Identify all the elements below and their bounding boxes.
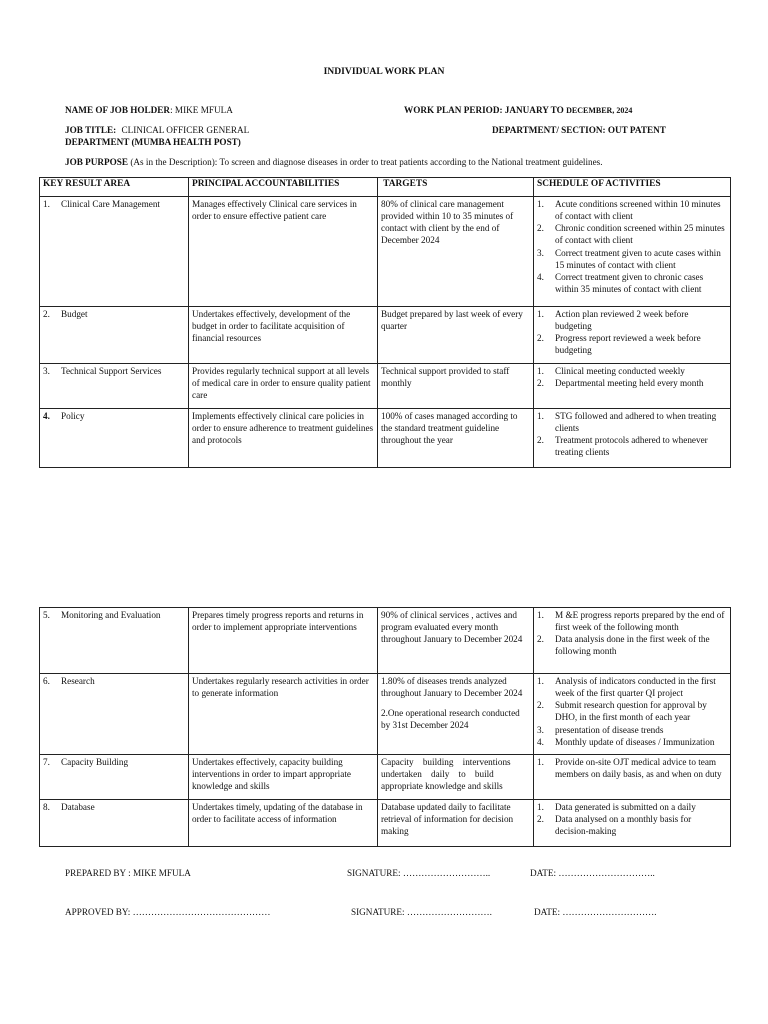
table-row: [40, 608, 731, 674]
job-holder-line: [65, 104, 233, 116]
target-cell: 90% of clinical services , actives and program evaluated every month throughout January to December 2024: [378, 608, 534, 674]
table-row: [40, 364, 731, 409]
signature-field-prepared: SIGNATURE: ………………………..: [347, 868, 491, 878]
kra-number: 6.: [43, 676, 50, 686]
work-plan-table-page-2: [39, 607, 731, 847]
column-header: TARGETS: [378, 178, 534, 197]
activity-item: 4. Correct treatment given to chronic cases within 35 minutes of contact with client: [537, 271, 704, 294]
target-cell: Capacity building interventions undertaken daily to build appropriate knowledge and skills: [378, 755, 534, 800]
kra-label: Technical Support Services: [61, 366, 162, 376]
activity-item: 1. M &E progress reports prepared by the end of first week of the following month: [537, 610, 725, 633]
kra-label: Policy: [61, 411, 85, 421]
kra-number: 4.: [43, 411, 50, 421]
job-holder-value: : MIKE MFULA: [170, 105, 233, 115]
table-row: [40, 409, 731, 468]
column-header: SCHEDULE OF ACTIVITIES: [534, 178, 731, 197]
period-label: WORK PLAN PERIOD: JANUARY TO: [404, 105, 567, 115]
work-plan-period: [404, 104, 632, 117]
table-header-row: [40, 178, 731, 197]
department: DEPARTMENT (MUMBA HEALTH POST): [65, 137, 241, 147]
target-cell: Technical support provided to staff monthly: [378, 364, 534, 409]
table-row: [40, 307, 731, 364]
activity-item: 2. Chronic condition screened within 25 minutes of contact with client: [537, 223, 725, 246]
job-holder-label: NAME OF JOB HOLDER: [65, 105, 171, 115]
activity-item: 2. Data analysed on a monthly basis for decision-making: [537, 814, 692, 837]
prepared-by: PREPARED BY : MIKE MFULA: [65, 868, 191, 878]
target-cell: 80% of clinical care management provided within 10 to 35 minutes of contact with client by the end of December 2024: [378, 197, 534, 307]
kra-number: 8.: [43, 802, 50, 812]
table-row: [40, 674, 731, 755]
activity-item: 2. Departmental meeting held every month: [537, 378, 704, 389]
kra-label: Monitoring and Evaluation: [61, 610, 161, 620]
work-plan-table-page-1: [39, 177, 731, 468]
activity-item: 1. Analysis of indicators conducted in the first week of the first quarter QI project: [537, 676, 716, 699]
date-field-approved: DATE: ………………………….: [534, 907, 657, 917]
column-header: PRINCIPAL ACCOUNTABILITIES: [189, 178, 378, 197]
kra-label: Database: [61, 802, 95, 812]
target-cell: [378, 674, 534, 755]
document-title: INDIVIDUAL WORK PLAN: [323, 66, 445, 77]
activity-item: 1. Data generated is submitted on a daily: [537, 802, 696, 812]
activity-item: 2. Submit research question for approval by DHO, in the first month of each year: [537, 700, 707, 723]
accountability-cell: Undertakes regularly research activities in order to generate information: [189, 674, 378, 755]
activity-item: 1. Provide on-site OJT medical advice to team members on daily basis, as and when on duty: [537, 757, 722, 780]
kra-number: 2.: [43, 309, 50, 319]
activity-item: 2. Data analysis done in the first week of the following month: [537, 634, 710, 657]
activity-list: [537, 410, 727, 459]
kra-label: Research: [61, 676, 95, 686]
job-purpose-text: (As in the Description): To screen and diagnose diseases in order to treat patients according to the National treatment guidelines.: [128, 157, 603, 167]
activity-item: 1. Clinical meeting conducted weekly: [537, 366, 685, 376]
accountability-cell: Manages effectively Clinical care services in order to ensure effective patient care: [189, 197, 378, 307]
activity-item: 1. Action plan reviewed 2 week before budgeting: [537, 309, 689, 332]
target-item: 1.80% of diseases trends analyzed throughout January to December 2024: [381, 676, 523, 699]
period-value: DECEMBER, 2024: [566, 106, 633, 115]
activity-list: [537, 609, 727, 658]
target-cell: 100% of cases managed according to the standard treatment guideline throughout the year: [378, 409, 534, 468]
department-section: DEPARTMENT/ SECTION: OUT PATENT: [492, 125, 666, 135]
kra-number: 7.: [43, 757, 50, 767]
activity-list: [537, 365, 727, 389]
accountability-cell: Provides regularly technical support at all levels of medical care in order to ensure quality patient care: [189, 364, 378, 409]
signature-field-approved: SIGNATURE: ……………………….: [351, 907, 492, 917]
table-row: [40, 197, 731, 307]
job-title-line: [65, 124, 249, 136]
table-row: [40, 800, 731, 847]
accountability-cell: Implements effectively clinical care policies in order to ensure adherence to treatment guidelines and protocols: [189, 409, 378, 468]
activity-item: 2. Treatment protocols adhered to whenever treating clients: [537, 435, 708, 458]
job-title-label: JOB TITLE:: [65, 125, 117, 135]
approved-by: APPROVED BY: ………………………………………: [65, 907, 271, 917]
activity-item: 1. STG followed and adhered to when treating clients: [537, 411, 717, 434]
target-item: 2.One operational research conducted by 31st December 2024: [381, 708, 520, 731]
accountability-cell: Undertakes timely, updating of the database in order to facilitate access of information: [189, 800, 378, 847]
kra-label: Clinical Care Management: [61, 199, 160, 209]
activity-item: 4. Monthly update of diseases / Immunization: [537, 736, 715, 747]
activity-list: [537, 801, 727, 837]
target-cell: Database updated daily to facilitate retrieval of information for decision making: [378, 800, 534, 847]
kra-label: Capacity Building: [61, 757, 129, 767]
activity-list: [537, 198, 727, 295]
accountability-cell: Undertakes effectively, capacity building interventions in order to impart appropriate knowledge and skills: [189, 755, 378, 800]
accountability-cell: Prepares timely progress reports and returns in order to implement appropriate interventions: [189, 608, 378, 674]
table-row: [40, 755, 731, 800]
activity-list: [537, 308, 727, 357]
accountability-cell: Undertakes effectively, development of the budget in order to facilitate acquisition of financial resources: [189, 307, 378, 364]
kra-number: 5.: [43, 610, 50, 620]
activity-item: 3. presentation of disease trends: [537, 724, 664, 735]
activity-list: [537, 675, 727, 748]
activity-item: 2. Progress report reviewed a week before budgeting: [537, 333, 701, 356]
kra-label: Budget: [61, 309, 88, 319]
target-cell: Budget prepared by last week of every quarter: [378, 307, 534, 364]
date-field-prepared: DATE: …………………………..: [530, 868, 655, 878]
kra-number: 3.: [43, 366, 50, 376]
activity-list: [537, 756, 727, 780]
job-purpose: [65, 156, 603, 168]
job-purpose-label: JOB PURPOSE: [65, 157, 129, 167]
job-title-value: CLINICAL OFFICER GENERAL: [121, 125, 250, 135]
column-header: KEY RESULT AREA: [40, 178, 189, 197]
activity-item: 3. Correct treatment given to acute cases within 15 minutes of contact with client: [537, 247, 721, 270]
activity-item: 1. Acute conditions screened within 10 minutes of contact with client: [537, 199, 721, 222]
kra-number: 1.: [43, 199, 50, 209]
